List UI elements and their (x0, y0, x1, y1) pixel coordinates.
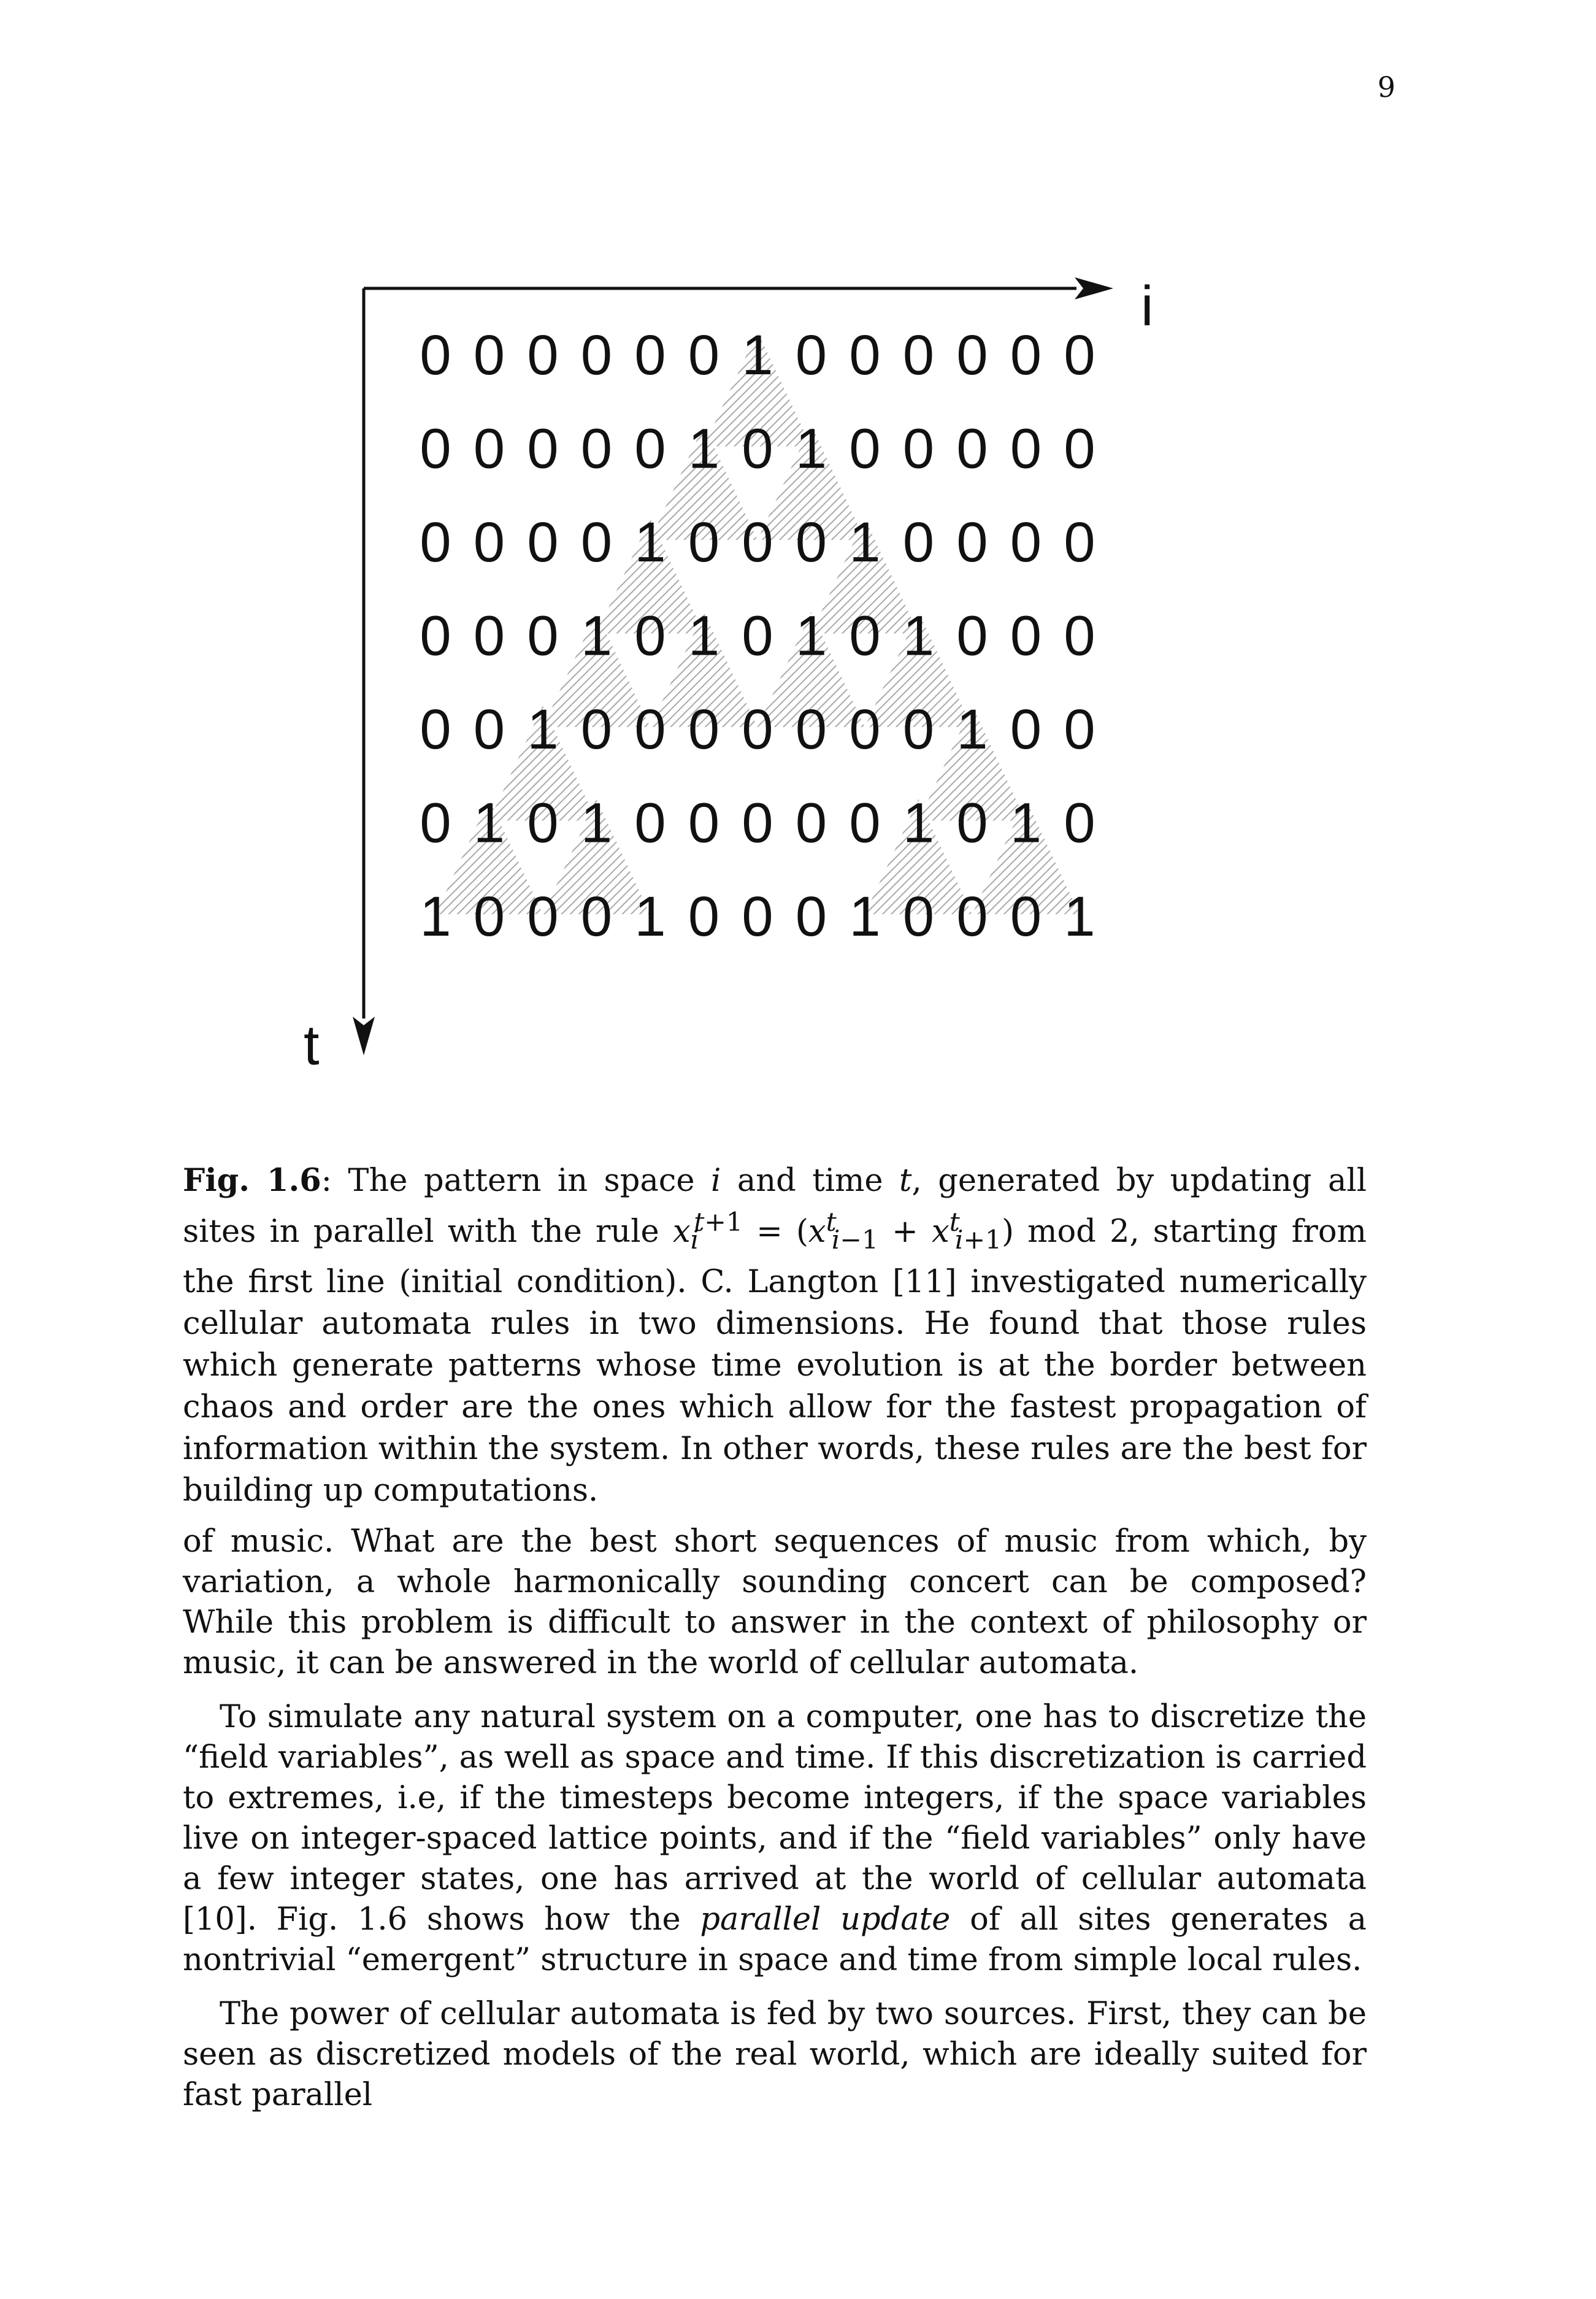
grid-cell: 0 (795, 791, 827, 855)
grid-cell: 1 (688, 604, 720, 668)
page-number: 9 (1377, 71, 1395, 104)
time-axis-label: t (304, 1014, 320, 1077)
grid-cell: 0 (420, 511, 451, 574)
grid-cell: 0 (849, 324, 881, 387)
caption-text-1: : The pattern in space (321, 1163, 712, 1199)
grid-cell: 0 (688, 324, 720, 387)
grid-cell: 0 (527, 417, 559, 480)
grid-cell: 1 (795, 604, 827, 668)
paragraph-2-text-a: To simulate any natural system on a computer, one has to discretize the “field variables”, as well as space and time. If this discretization is carried to extremes, i.e, if the timesteps become integers, if the space variables live on integer-spaced lattice points, and if the “field variables” only have a few integer states, one has arrived at the world of cellular automata [10]. Fig. 1.6 shows how the (183, 1699, 1367, 1938)
grid-cell: 0 (420, 604, 451, 668)
grid-cell: 0 (473, 511, 505, 574)
grid-cell: 0 (849, 604, 881, 668)
paragraph-3: The power of cellular automata is fed by two sources. First, they can be seen as discretized models of the real world, which are ideally suited for fast parallel (183, 1996, 1367, 2113)
grid-cell: 1 (527, 698, 559, 761)
grid-cell: 0 (795, 324, 827, 387)
grid-cell: 0 (420, 324, 451, 387)
grid-cell: 1 (849, 511, 881, 574)
grid-cell: 0 (956, 604, 988, 668)
grid-cell: 0 (1010, 885, 1042, 948)
grid-cell: 0 (688, 885, 720, 948)
grid-cell: 0 (527, 604, 559, 668)
grid-cell: 0 (1064, 511, 1095, 574)
grid-cell: 0 (580, 511, 613, 574)
grid-cell: 1 (849, 885, 881, 948)
grid-cell: 1 (795, 417, 827, 480)
grid-cell: 1 (1064, 885, 1095, 948)
grid-cell: 0 (420, 791, 451, 855)
grid-cell: 1 (956, 698, 988, 761)
paragraph-2 (183, 1697, 1367, 1981)
grid-cell: 0 (795, 698, 827, 761)
grid-cell: 0 (634, 698, 666, 761)
grid-cell: 0 (634, 604, 666, 668)
grid-cell: 0 (902, 885, 935, 948)
grid-cell: 0 (1064, 324, 1095, 387)
grid-cell: 1 (902, 791, 935, 855)
space-axis (364, 277, 1113, 299)
caption-label: Fig. 1.6 (183, 1162, 321, 1199)
grid-cell: 0 (902, 511, 935, 574)
grid-cell: 1 (902, 604, 935, 668)
grid-cell: 1 (420, 885, 451, 948)
grid-cell: 0 (742, 698, 773, 761)
grid-cell: 0 (1064, 698, 1095, 761)
grid-cell: 0 (742, 604, 773, 668)
grid-cell: 0 (1064, 791, 1095, 855)
automaton-grid (420, 324, 1095, 948)
caption-var-i: i (711, 1163, 721, 1199)
cellular-automaton-figure (0, 0, 1596, 1092)
grid-cell: 1 (634, 511, 666, 574)
grid-cell: 0 (527, 511, 559, 574)
grid-cell: 1 (580, 791, 613, 855)
update-rule-formula: $x_i^{t+1} = (x^t_{i-1} + x^t_{i+1})$ mod 2 (672, 1207, 1130, 1256)
grid-cell: 0 (1064, 604, 1095, 668)
grid-cell: 0 (1010, 417, 1042, 480)
paragraph-1: of music. What are the best short sequences of music from which, by variation, a whole harmonically sounding concert can be composed? While this problem is difficult to answer in the context of philosophy or music, it can be answered in the world of cellular automata. (183, 1523, 1367, 1681)
grid-cell: 0 (688, 791, 720, 855)
grid-cell: 0 (795, 885, 827, 948)
grid-cell: 0 (473, 604, 505, 668)
grid-cell: 0 (473, 698, 505, 761)
grid-cell: 0 (634, 417, 666, 480)
grid-cell: 0 (849, 791, 881, 855)
parallel-update-emphasis: parallel update (700, 1901, 951, 1938)
grid-cell: 0 (580, 885, 613, 948)
grid-cell: 0 (420, 698, 451, 761)
grid-cell: 0 (634, 324, 666, 387)
grid-cell: 0 (1064, 417, 1095, 480)
grid-cell: 0 (902, 324, 935, 387)
grid-cell: 1 (1010, 791, 1042, 855)
grid-cell: 0 (634, 791, 666, 855)
grid-cell: 0 (580, 324, 613, 387)
figure-caption (183, 1160, 1367, 1512)
grid-cell: 0 (473, 885, 505, 948)
grid-cell: 0 (849, 698, 881, 761)
grid-cell: 0 (1010, 604, 1042, 668)
grid-cell: 0 (1010, 324, 1042, 387)
grid-cell: 0 (420, 417, 451, 480)
grid-cell: 1 (742, 324, 773, 387)
grid-cell: 0 (688, 511, 720, 574)
grid-cell: 0 (580, 698, 613, 761)
grid-cell: 0 (956, 511, 988, 574)
grid-cell: 0 (527, 791, 559, 855)
grid-cell: 0 (1010, 511, 1042, 574)
grid-cell: 0 (473, 417, 505, 480)
grid-cell: 1 (688, 417, 720, 480)
caption-var-t: t (899, 1163, 912, 1199)
caption-text-4: , starting from the first line (initial condition). C. Langton [11] investigated numerically cellular automata rules in two dimensions. He found that those rules which generate patterns whose time evolution is at the border between chaos and order are the ones which allow for the fastest propagation of information within the system. In other words, these rules are the best for building up computations. (183, 1214, 1367, 1509)
time-axis (353, 288, 375, 1055)
grid-cell: 1 (580, 604, 613, 668)
grid-cell: 0 (580, 417, 613, 480)
grid-cell: 0 (956, 885, 988, 948)
grid-cell: 0 (742, 417, 773, 480)
grid-cell: 0 (527, 885, 559, 948)
caption-text-3: , generated by updating all sites in parallel with the rule (183, 1163, 1367, 1250)
grid-cell: 0 (902, 417, 935, 480)
space-axis-label: i (1141, 275, 1154, 337)
grid-cell: 0 (742, 511, 773, 574)
grid-cell: 0 (1010, 698, 1042, 761)
grid-cell: 0 (473, 324, 505, 387)
grid-cell: 0 (956, 791, 988, 855)
caption-text-2: and time (721, 1163, 900, 1199)
grid-cell: 1 (634, 885, 666, 948)
grid-cell: 0 (795, 511, 827, 574)
grid-cell: 0 (849, 417, 881, 480)
grid-cell: 0 (742, 791, 773, 855)
grid-cell: 0 (956, 324, 988, 387)
grid-cell: 1 (473, 791, 505, 855)
grid-cell: 0 (956, 417, 988, 480)
grid-cell: 0 (902, 698, 935, 761)
grid-cell: 0 (688, 698, 720, 761)
body-text (183, 1522, 1367, 2129)
grid-cell: 0 (527, 324, 559, 387)
grid-cell: 0 (742, 885, 773, 948)
paragraph-2-text-b: of all sites generates a nontrivial “emergent” structure in space and time from simple local rules. (183, 1901, 1367, 1978)
